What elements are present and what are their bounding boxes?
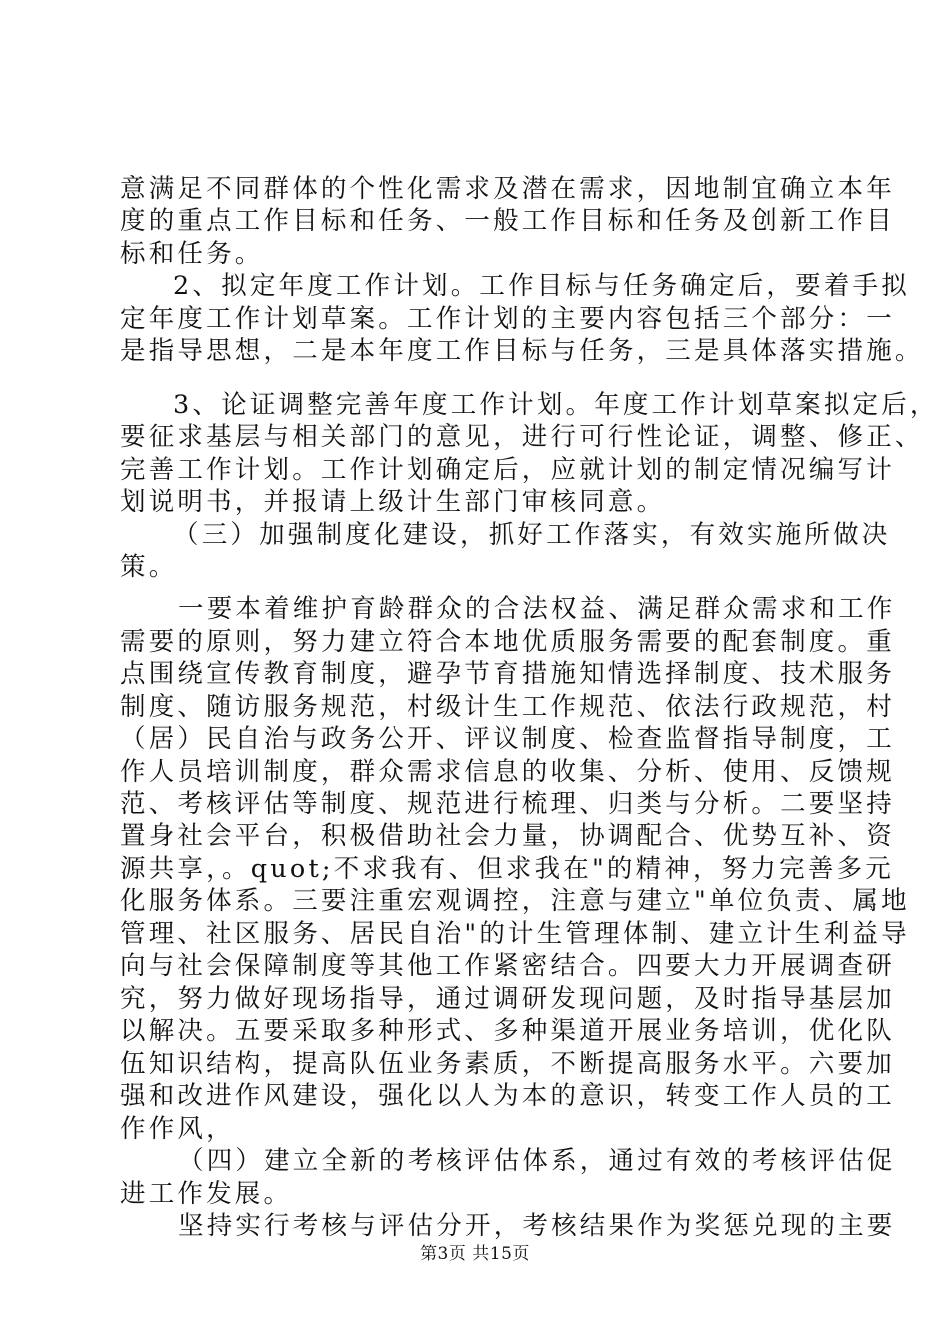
text-line: 向与社会保障制度等其他工作紧密结合。四要大力开展调查研 <box>120 951 895 981</box>
text-line: 度的重点工作目标和任务、一般工作目标和任务及创新工作目 <box>120 206 895 236</box>
text-line: 划说明书，并报请上级计生部门审核同意。 <box>120 487 666 517</box>
text-line: 伍知识结构，提高队伍业务素质，不断提高服务水平。六要加 <box>120 1049 895 1079</box>
section-heading: 进工作发展。 <box>120 1179 293 1209</box>
section-heading: （三）加强制度化建设，抓好工作落实，有效实施所做决 <box>173 520 891 550</box>
text-line: 一要本着维护育龄群众的合法权益、满足群众需求和工作 <box>178 594 896 624</box>
text-line: 标和任务。 <box>120 239 264 269</box>
text-line: 3、论证调整完善年度工作计划。年度工作计划草案拟定后， <box>173 390 939 420</box>
text-line: 2、拟定年度工作计划。工作目标与任务确定后，要着手拟 <box>173 271 910 301</box>
text-line: 管理、社区服务、居民自治"的计生管理体制、建立计生利益导 <box>120 919 910 949</box>
text-line: 化服务体系。三要注重宏观调控，注意与建立"单位负责、属地 <box>120 886 910 916</box>
text-line: 制度、随访服务规范，村级计生工作规范、依法行政规范，村 <box>120 692 895 722</box>
section-heading: （四）建立全新的考核评估体系，通过有效的考核评估促 <box>178 1146 896 1176</box>
page-number-footer: 第3页 共15页 <box>420 1244 530 1264</box>
text-line: 点围绕宣传教育制度，避孕节育措施知情选择制度、技术服务 <box>120 659 895 689</box>
text-line: 作人员培训制度，群众需求信息的收集、分析、使用、反馈规 <box>120 757 895 787</box>
section-heading: 策。 <box>120 552 178 582</box>
text-line: 完善工作计划。工作计划确定后，应就计划的制定情况编写计 <box>120 455 895 485</box>
text-line: 是指导思想，二是本年度工作目标与任务，三是具体落实措施。 <box>120 336 924 366</box>
text-line: 需要的原则，努力建立符合本地优质服务需要的配套制度。重 <box>120 627 895 657</box>
text-line: 定年度工作计划草案。工作计划的主要内容包括三个部分：一 <box>120 304 895 334</box>
text-line: 究，努力做好现场指导，通过调研发现问题，及时指导基层加 <box>120 984 895 1014</box>
text-line: （居）民自治与政务公开、评议制度、检查监督指导制度，工 <box>120 724 895 754</box>
text-line: 强和改进作风建设，强化以人为本的意识，转变工作人员的工 <box>120 1081 895 1111</box>
text-line: 作作风， <box>120 1114 235 1144</box>
text-line: 范、考核评估等制度、规范进行梳理、归类与分析。二要坚持 <box>120 789 895 819</box>
text-line: 源共享，。quot;不求我有、但求我在"的精神，努力完善多元 <box>120 854 894 884</box>
text-line: 坚持实行考核与评估分开，考核结果作为奖惩兑现的主要 <box>178 1211 896 1241</box>
text-line: 要征求基层与相关部门的意见，进行可行性论证，调整、修正、 <box>120 422 924 452</box>
text-line: 置身社会平台，积极借助社会力量，协调配合、优势互补、资 <box>120 821 895 851</box>
text-line: 以解决。五要采取多种形式、多种渠道开展业务培训，优化队 <box>120 1016 895 1046</box>
text-line: 意满足不同群体的个性化需求及潜在需求，因地制宜确立本年 <box>120 174 895 204</box>
